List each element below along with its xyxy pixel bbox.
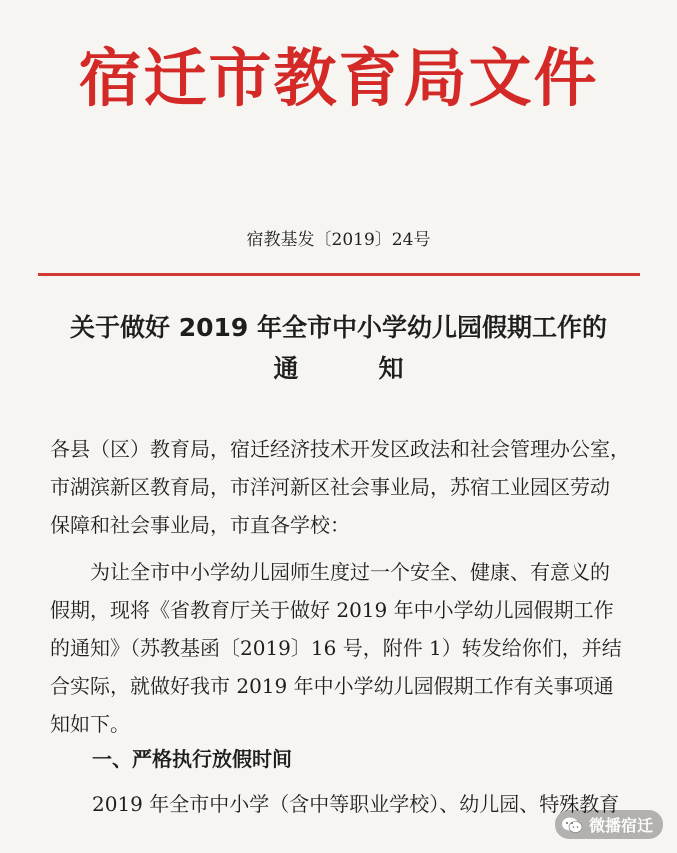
paragraph-line: 为让全市中小学幼儿园师生度过一个安全、健康、有意义的 — [90, 560, 610, 584]
section-heading: 一、严格执行放假时间 — [92, 747, 292, 771]
paragraph-line: 假期，现将《省教育厅关于做好 2019 年中小学幼儿园假期工作 — [50, 598, 614, 622]
section-body-line: 2019 年全市中小学（含中等职业学校）、幼儿园、特殊教育 — [92, 792, 620, 816]
addressee-block — [50, 430, 645, 544]
watermark-text: 微播宿迁 — [588, 816, 653, 835]
paragraph-line: 的通知》（苏教基函〔2019〕16 号，附件 1）转发给你们，并结 — [50, 636, 622, 660]
document-number: 宿教基发〔2019〕24号 — [246, 230, 431, 250]
red-divider-rule — [38, 273, 640, 276]
intro-paragraph — [50, 553, 645, 743]
addressee-line: 各县（区）教育局，宿迁经济技术开发区政法和社会管理办公室， — [50, 437, 630, 461]
addressee-line: 市湖滨新区教育局，市洋河新区社会事业局，苏宿工业园区劳动 — [50, 475, 610, 499]
paragraph-line: 知如下。 — [50, 712, 130, 736]
issuing-office-title: 宿迁市教育局文件 — [78, 41, 599, 115]
addressee-line: 保障和社会事业局，市直各学校： — [50, 513, 350, 537]
notice-title-line-1: 关于做好 2019 年全市中小学幼儿园假期工作的 — [70, 313, 607, 342]
paragraph-line: 合实际，就做好我市 2019 年中小学幼儿园假期工作有关事项通 — [50, 674, 614, 698]
wechat-bubble-icon — [561, 816, 583, 834]
watermark-badge — [555, 810, 663, 839]
notice-title-line-2: 通知 — [273, 354, 484, 383]
